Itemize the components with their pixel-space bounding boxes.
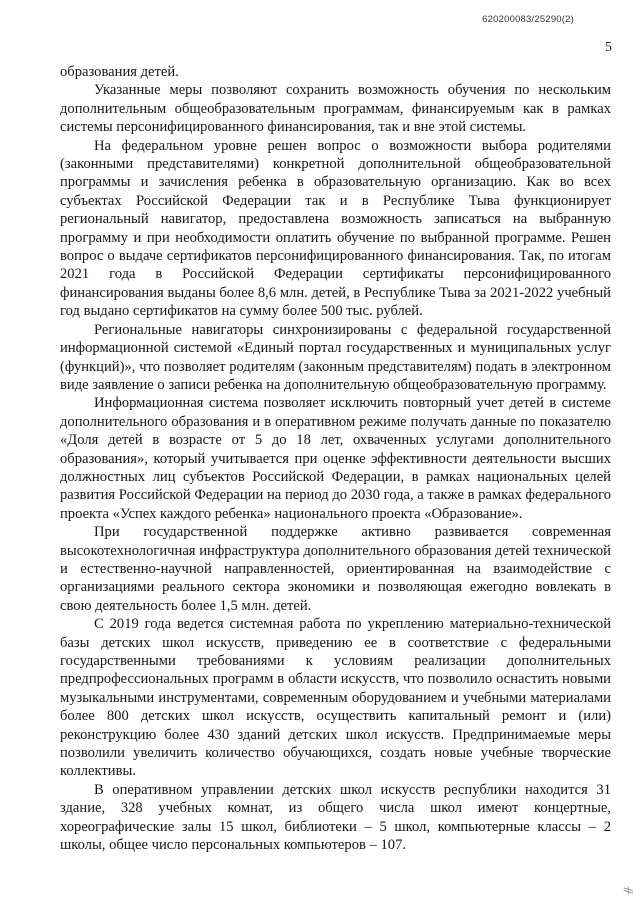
page-number: 5 [605,40,612,55]
paragraph: С 2019 года ведется системная работа по укреплению материально-технической базы детских школ искусств, приведению ее в соответствие с федеральными государственными требованиями к условиям реализации дополнительных предпрофессиональных программ в области искусств, что позволило оснастить новыми музыкальными инструментами, современным оборудованием и учебными материалами более 800 детских школ искусств, осуществить капитальный ремонт и (или) реконструкцию более 430 зданий детских школ искусств. Предпринимаемые меры позволили увеличить количество обучающихся, создать новые учебные творческие коллективы. [60,616,611,780]
document-id: 620200083/25290(2) [482,14,574,25]
document-body [60,63,611,854]
paragraph: При государственной поддержке активно развивается современная высокотехнологичная инфраструктура дополнительного образования детей технической и естественно-научной направленностей, ориентированная на взаимодействие с организациями реального сектора экономики и позволяющая ежегодно вовлекать в свою деятельность более 1,5 млн. детей. [60,524,611,614]
paragraph: В оперативном управлении детских школ искусств республики находится 31 здание, 328 учебных комнат, из общего числа школ имеют концертные, хореографические залы 15 школ, библиотеки – 5 школ, компьютерные классы – 2 школы, общее число персональных компьютеров – 107. [60,781,611,854]
paragraph: На федеральном уровне решен вопрос о возможности выбора родителями (законными представителями) конкретной дополнительной общеобразовательной программы и зачисления ребенка в образовательную организацию. Как во всех субъектах Российской Федерации так и в Республике Тыва функционирует региональный навигатор, предоставлена возможность записаться на выбранную программу и при необходимости оплатить обучение по выбранной программе. Решен вопрос о выдаче сертификатов персонифицированного финансирования. Так, по итогам 2021 года в Российской Федерации сертификаты персонифицированного финансирования выданы более 8,6 млн. детей, в Республике Тыва за 2021-2022 учебный год выдано сертификатов на сумму более 500 тыс. рублей. [60,137,611,320]
corner-mark: ᚌ [622,886,635,895]
paragraph-continuation: образования детей. [60,64,179,80]
paragraph: Указанные меры позволяют сохранить возможность обучения по нескольким дополнительным общеобразовательным программам, финансируемым как в рамках системы персонифицированного финансирования, так и вне этой системы. [60,82,611,136]
paragraph: Региональные навигаторы синхронизированы с федеральной государственной информационной системой «Единый портал государственных и муниципальных услуг (функций)», что позволяет родителям (законным представителям) подать в электронном виде заявление о записи ребенка на дополнительную общеобразовательную программу. [60,321,611,393]
paragraph: Информационная система позволяет исключить повторный учет детей в системе дополнительного образования и в оперативном режиме получать данные по показателю «Доля детей в возрасте от 5 до 18 лет, охваченных услугами дополнительного образования», который учитывается при оценке эффективности деятельности высших должностных лиц субъектов Российской Федерации, в рамках национальных целей развития Российской Федерации на период до 2030 года, а также в рамках федерального проекта «Успех каждого ребенка» национального проекта «Образование». [60,395,611,522]
